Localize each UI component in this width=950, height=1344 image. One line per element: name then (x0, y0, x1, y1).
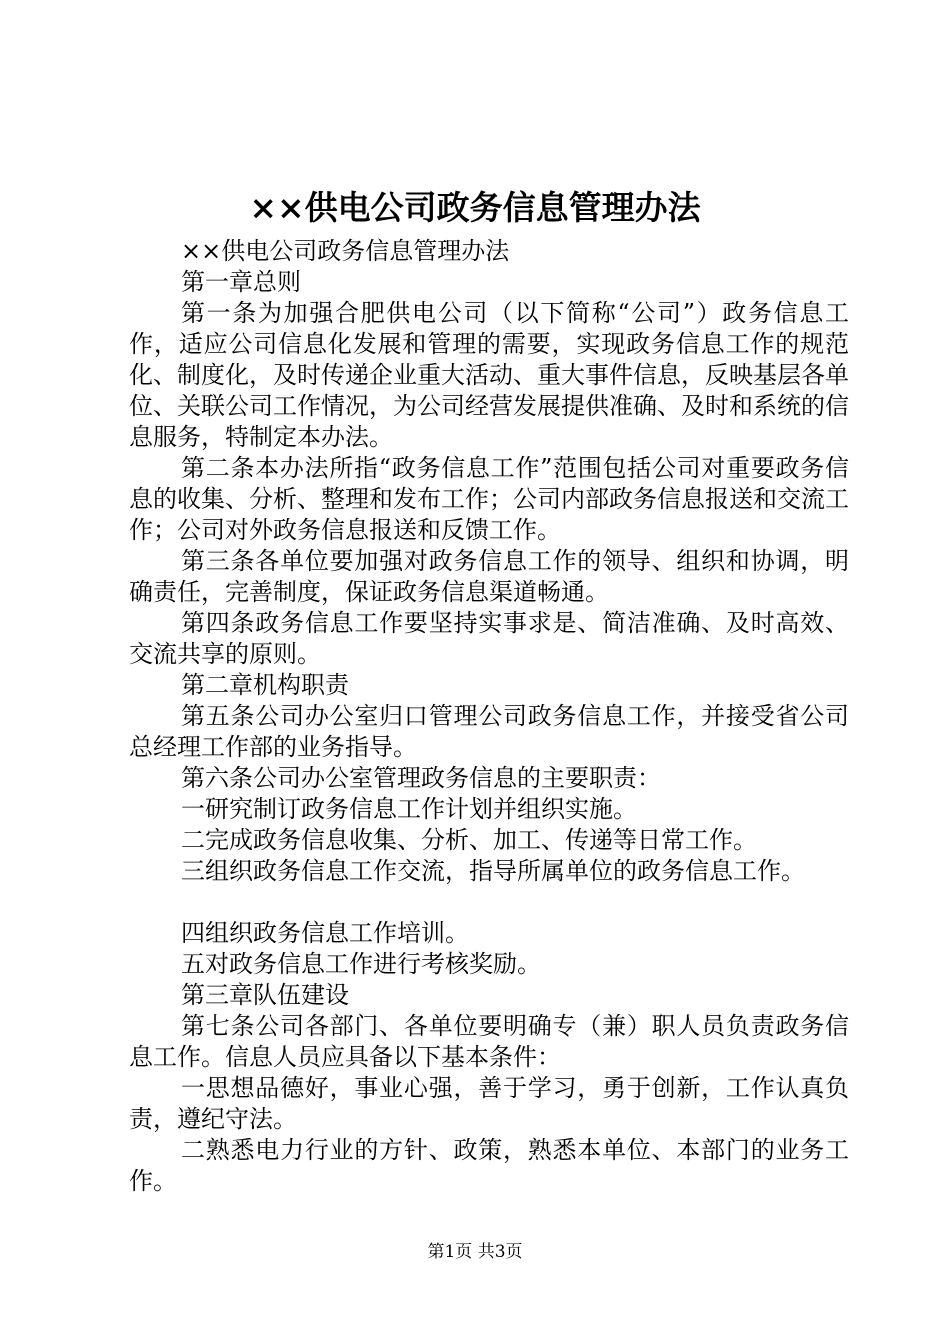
document-body (129, 236, 849, 1197)
article-6: 第六条公司办公室管理政务信息的主要职责： (181, 764, 661, 792)
article-6-item-2: 二完成政务信息收集、分析、加工、传递等日常工作。 (181, 826, 757, 854)
blank-line (129, 887, 849, 918)
article-1: 第一条为加强合肥供电公司（以下简称“公司”）政务信息工作，适应公司信息化发展和管理的需要，实现政务信息工作的规范化、制度化，及时传递企业重大活动、重大事件信息，反映基层各单位、关联公司工作情况，为公司经营发展提供准确、及时和系统的信息服务，特制定本办法。 (129, 299, 849, 451)
paragraph-heading: ××供电公司政务信息管理办法 (181, 237, 510, 265)
article-7-item-1: 一思想品德好，事业心强，善于学习，勇于创新，工作认真负责，遵纪守法。 (129, 1074, 849, 1133)
article-7-item-2: 二熟悉电力行业的方针、政策，熟悉本单位、本部门的业务工作。 (129, 1136, 849, 1195)
article-6-item-3: 三组织政务信息工作交流，指导所属单位的政务信息工作。 (181, 857, 805, 885)
article-7: 第七条公司各部门、各单位要明确专（兼）职人员负责政务信息工作。信息人员应具备以下基本条件： (129, 1012, 849, 1071)
article-6-item-5: 五对政务信息工作进行考核奖励。 (181, 950, 541, 978)
article-4: 第四条政务信息工作要坚持实事求是、简洁准确、及时高效、交流共享的原则。 (129, 609, 849, 668)
article-2: 第二条本办法所指“政务信息工作”范围包括公司对重要政务信息的收集、分析、整理和发布工作；公司内部政务信息报送和交流工作；公司对外政务信息报送和反馈工作。 (129, 454, 849, 544)
article-3: 第三条各单位要加强对政务信息工作的领导、组织和协调，明确责任，完善制度，保证政务信息渠道畅通。 (129, 547, 849, 606)
document-title: ××供电公司政务信息管理办法 (249, 188, 701, 227)
chapter-1-heading: 第一章总则 (181, 268, 301, 296)
page-footer: 第1页 共3页 (427, 1242, 523, 1262)
article-5: 第五条公司办公室归口管理公司政务信息工作，并接受省公司总经理工作部的业务指导。 (129, 702, 849, 761)
chapter-3-heading: 第三章队伍建设 (181, 981, 349, 1009)
article-6-item-4: 四组织政务信息工作培训。 (181, 919, 469, 947)
article-6-item-1: 一研究制订政务信息工作计划并组织实施。 (181, 795, 637, 823)
chapter-2-heading: 第二章机构职责 (181, 671, 349, 699)
